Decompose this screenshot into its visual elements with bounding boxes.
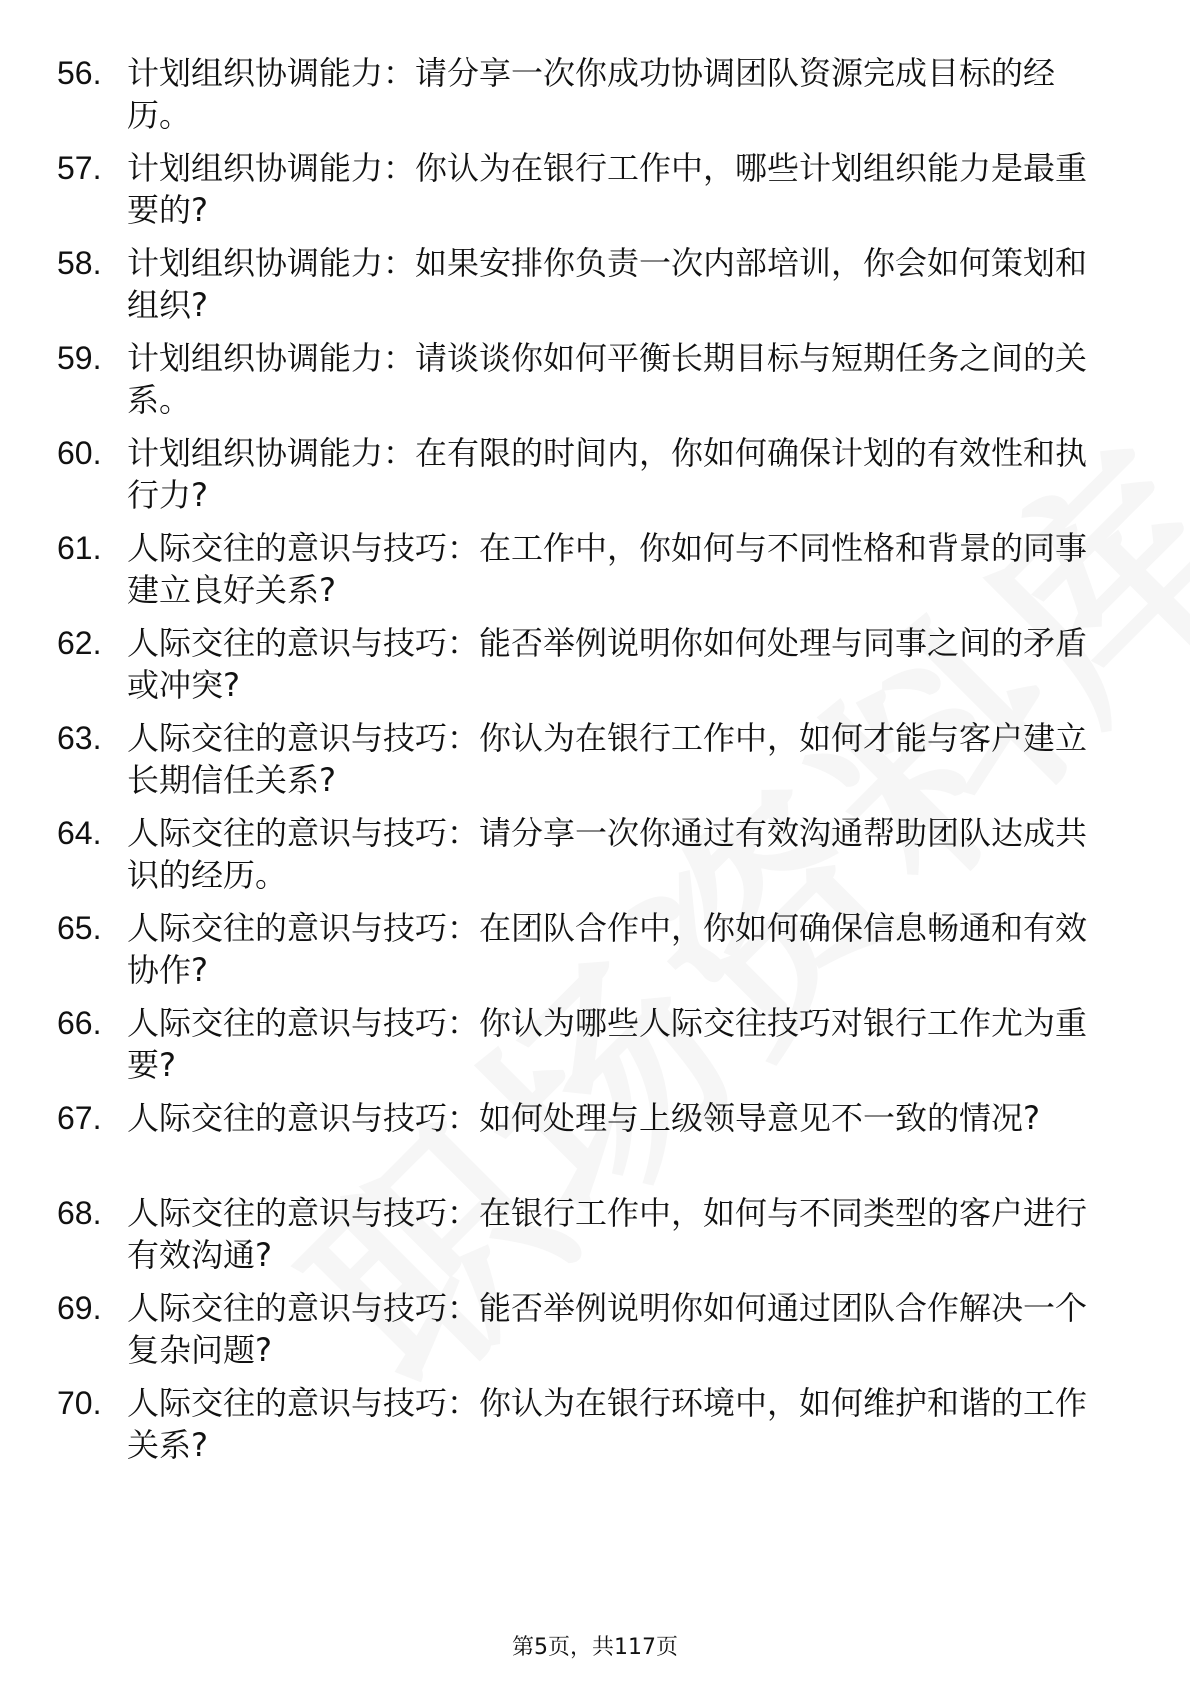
question-text: 计划组织协调能力：在有限的时间内，你如何确保计划的有效性和执行力? [127,434,1088,514]
question-number: 62. [57,625,102,661]
question-item [57,52,1117,136]
question-number: 69. [57,1290,102,1326]
question-text: 计划组织协调能力：请谈谈你如何平衡长期目标与短期任务之间的关系。 [127,339,1088,419]
question-item [57,147,1117,231]
question-text: 人际交往的意识与技巧：在团队合作中，你如何确保信息畅通和有效协作? [127,909,1088,989]
question-text: 人际交往的意识与技巧：能否举例说明你如何处理与同事之间的矛盾或冲突? [127,624,1088,704]
question-item [57,242,1117,326]
question-text: 人际交往的意识与技巧：你认为哪些人际交往技巧对银行工作尤为重要? [127,1004,1088,1084]
question-text: 人际交往的意识与技巧：在工作中，你如何与不同性格和背景的同事建立良好关系? [127,529,1088,609]
question-item [57,1382,1117,1466]
question-text: 人际交往的意识与技巧：你认为在银行工作中，如何才能与客户建立长期信任关系? [127,719,1088,799]
question-number: 57. [57,150,102,186]
question-number: 67. [57,1100,102,1136]
question-text: 人际交往的意识与技巧：能否举例说明你如何通过团队合作解决一个复杂问题? [127,1289,1088,1369]
question-number: 59. [57,340,102,376]
question-item [57,1192,1117,1276]
question-item [57,432,1117,516]
question-number: 58. [57,245,102,281]
question-text: 人际交往的意识与技巧：你认为在银行环境中，如何维护和谐的工作关系? [127,1384,1088,1464]
question-item [57,527,1117,611]
question-number: 65. [57,910,102,946]
question-text: 计划组织协调能力：请分享一次你成功协调团队资源完成目标的经历。 [127,54,1056,134]
question-text: 人际交往的意识与技巧：在银行工作中，如何与不同类型的客户进行有效沟通? [127,1194,1088,1274]
question-number: 61. [57,530,102,566]
question-item [57,1097,1117,1181]
question-number: 60. [57,435,102,471]
question-text: 计划组织协调能力：你认为在银行工作中，哪些计划组织能力是最重要的? [127,149,1088,229]
question-item [57,717,1117,801]
question-number: 66. [57,1005,102,1041]
question-number: 68. [57,1195,102,1231]
page-footer: 第5页，共117页 [512,1635,678,1660]
question-item [57,622,1117,706]
question-text: 人际交往的意识与技巧：请分享一次你通过有效沟通帮助团队达成共识的经历。 [127,814,1088,894]
question-item [57,812,1117,896]
question-text: 人际交往的意识与技巧：如何处理与上级领导意见不一致的情况? [127,1099,1040,1137]
question-list [57,52,1117,1477]
question-item [57,1287,1117,1371]
question-item [57,1002,1117,1086]
question-item [57,337,1117,421]
question-number: 64. [57,815,102,851]
question-number: 63. [57,720,102,756]
question-number: 70. [57,1385,102,1421]
question-item [57,907,1117,991]
question-number: 56. [57,55,102,91]
question-text: 计划组织协调能力：如果安排你负责一次内部培训，你会如何策划和组织? [127,244,1088,324]
